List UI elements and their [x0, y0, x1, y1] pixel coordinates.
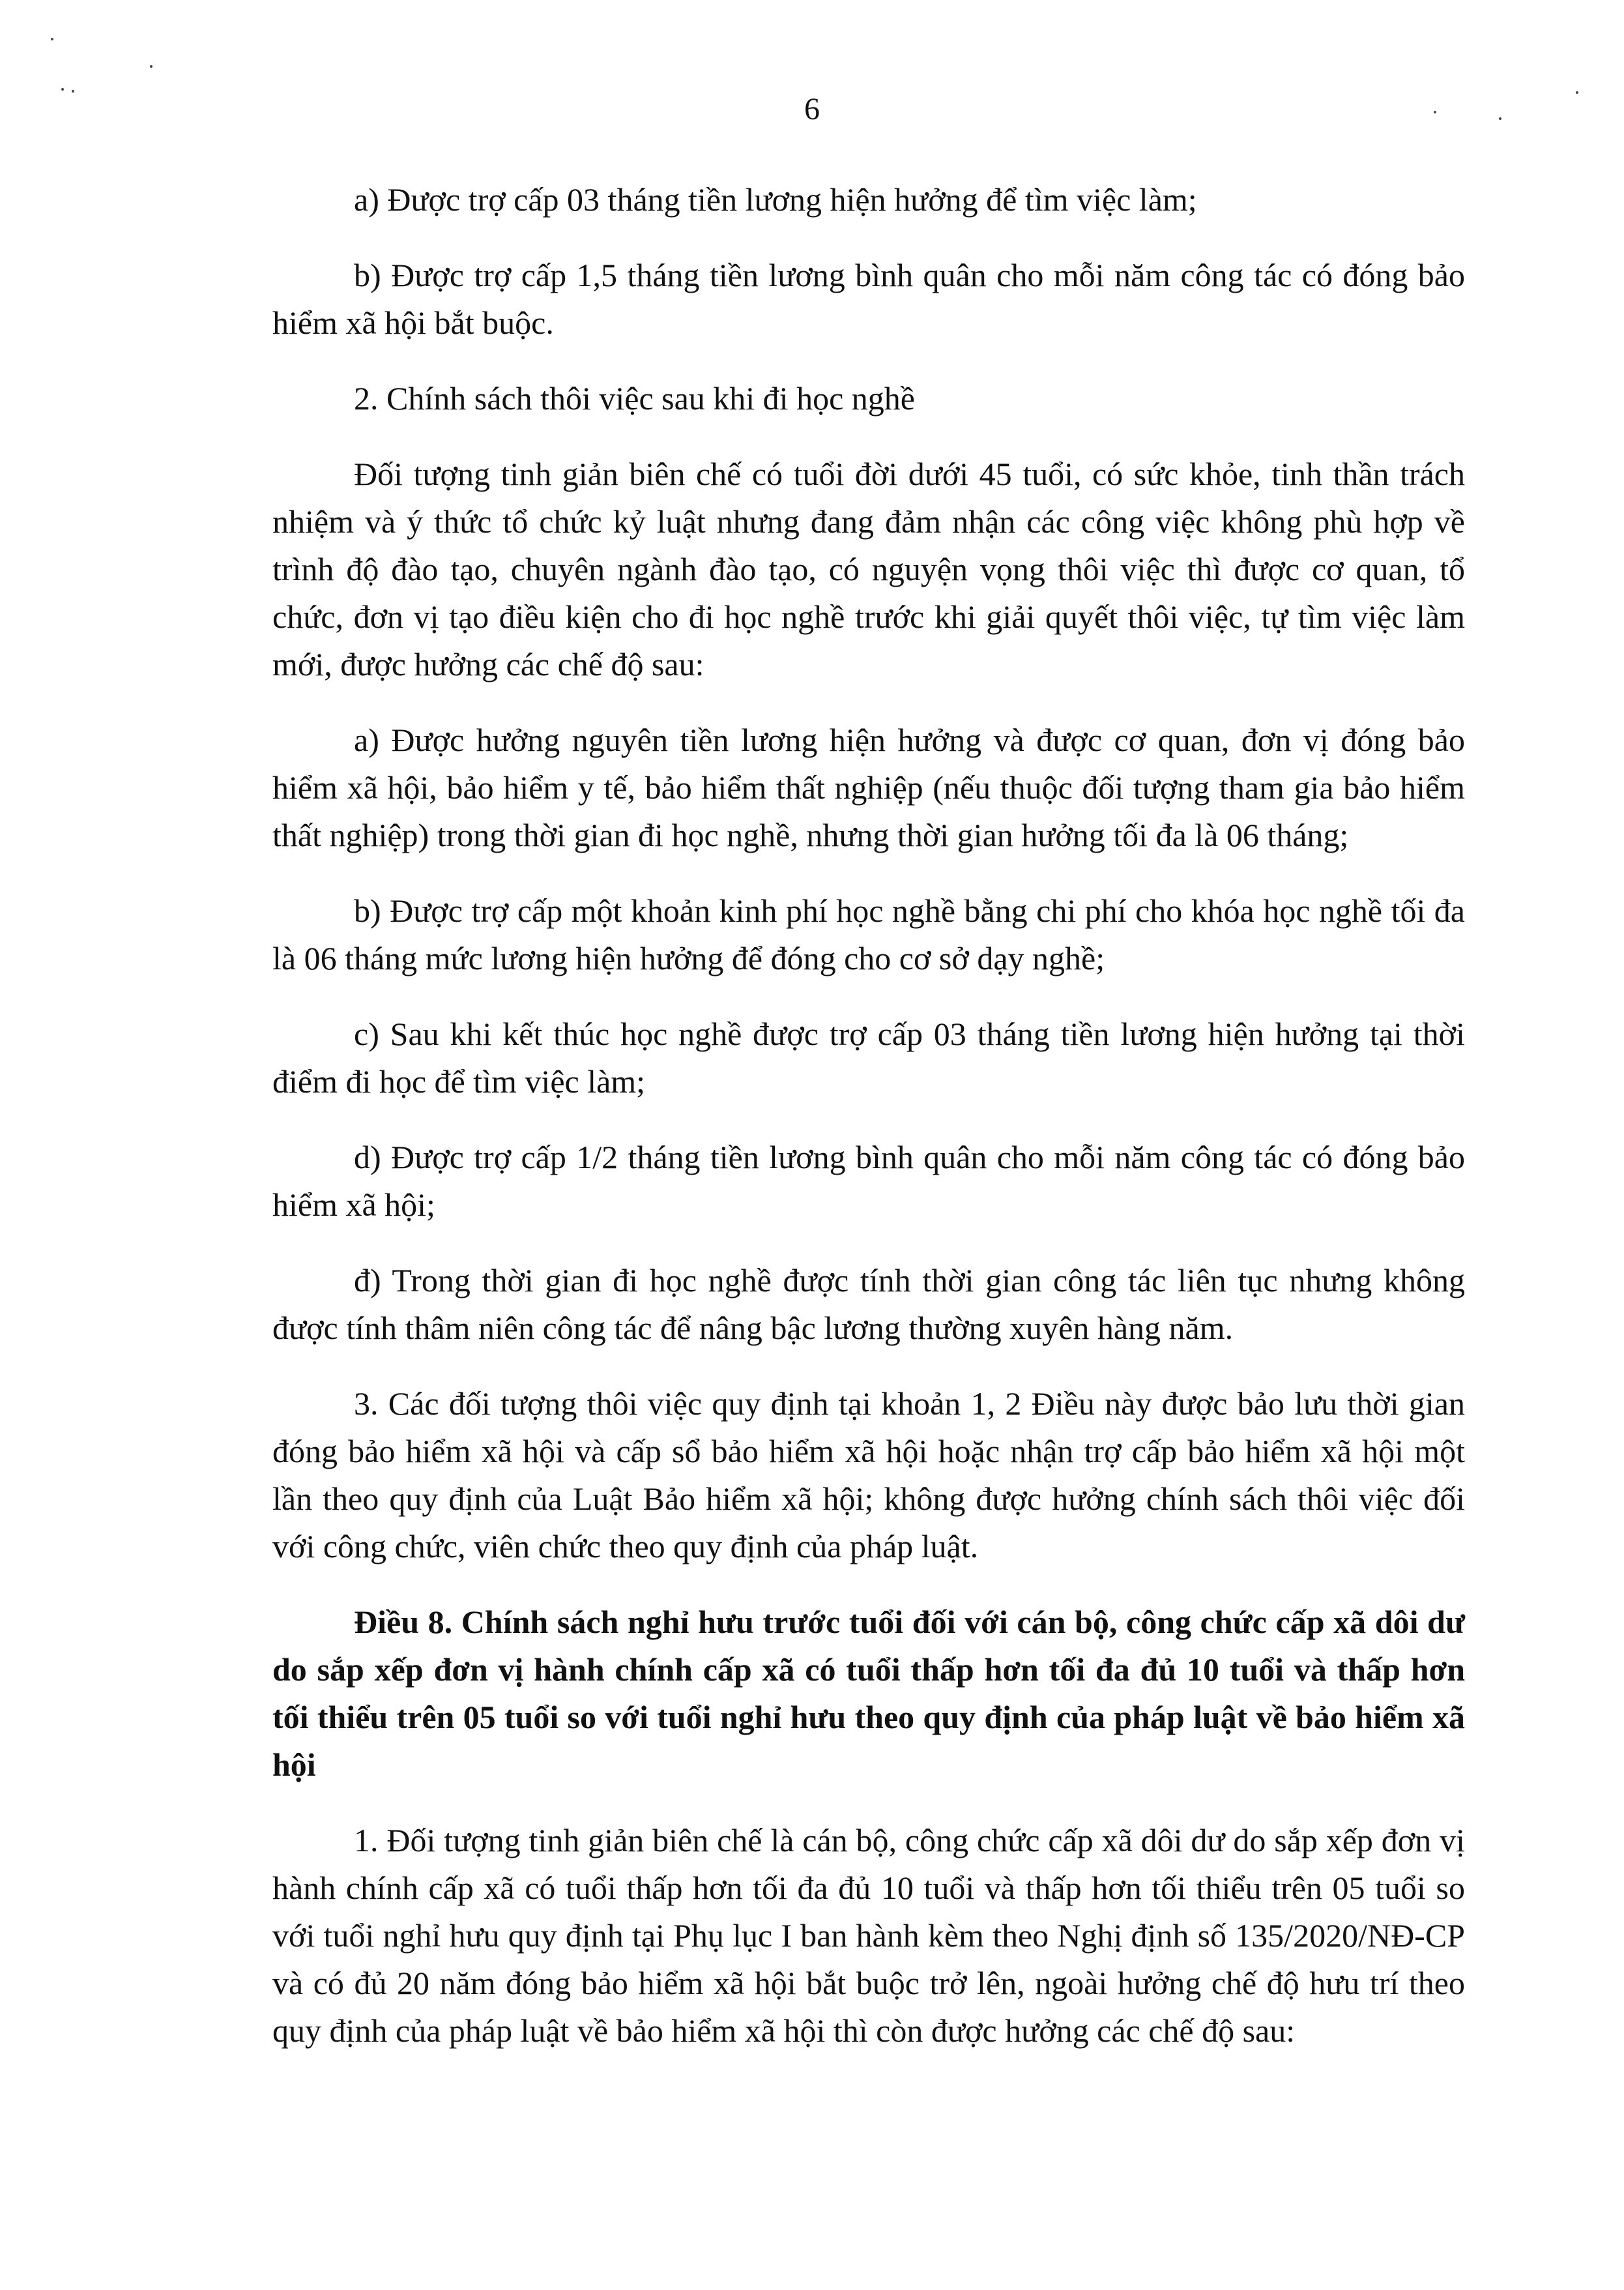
paragraph-a-salary-during-training: a) Được hưởng nguyên tiền lương hiện hưởng và được cơ quan, đơn vị đóng bảo hiểm xã hội, bảo hiểm y tế, bảo hiểm thất nghiệp (nếu thuộc đối tượng tham gia bảo hiểm thất nghiệp) trong thời gian đi học nghề, nhưng thời gian hưởng tối đa là 06 tháng;: [272, 722, 1465, 853]
document-body: [272, 176, 1465, 2083]
paragraph-d-service-allowance: d) Được trợ cấp 1/2 tháng tiền lương bình quân cho mỗi năm công tác có đóng bảo hiểm xã hội;: [272, 1139, 1465, 1223]
paragraph-eligibility: Đối tượng tinh giản biên chế có tuổi đời dưới 45 tuổi, có sức khỏe, tinh thần trách nhiệm và ý thức tổ chức kỷ luật nhưng đang đảm nhận các công việc không phù hợp về trình độ đào tạo, chuyên ngành đào tạo, có nguyện vọng thôi việc thì được cơ quan, tổ chức, đơn vị tạo điều kiện cho đi học nghề trước khi giải quyết thôi việc, tự tìm việc làm mới, được hưởng các chế độ sau:: [272, 456, 1465, 683]
paragraph-c-post-training-allowance: c) Sau khi kết thúc học nghề được trợ cấp 03 tháng tiền lương hiện hưởng tại thời điểm đi học để tìm việc làm;: [272, 1016, 1465, 1100]
paragraph-b-service-allowance: b) Được trợ cấp 1,5 tháng tiền lương bình quân cho mỗi năm công tác có đóng bảo hiểm xã hội bắt buộc.: [272, 257, 1465, 341]
paragraph-article-8-clause-1: 1. Đối tượng tinh giản biên chế là cán bộ, công chức cấp xã dôi dư do sắp xếp đơn vị hành chính cấp xã có tuổi thấp hơn tối đa đủ 10 tuổi và thấp hơn tối thiểu trên 05 tuổi so với tuổi nghỉ hưu quy định tại Phụ lục I ban hành kèm theo Nghị định số 135/2020/NĐ-CP và có đủ 20 năm đóng bảo hiểm xã hội bắt buộc trở lên, ngoài hưởng chế độ hưu trí theo quy định của pháp luật về bảo hiểm xã hội thì còn được hưởng các chế độ sau:: [272, 1822, 1465, 2049]
paragraph-3-insurance-reservation: 3. Các đối tượng thôi việc quy định tại khoản 1, 2 Điều này được bảo lưu thời gian đóng bảo hiểm xã hội và cấp sổ bảo hiểm xã hội hoặc nhận trợ cấp bảo hiểm xã hội một lần theo quy định của Luật Bảo hiểm xã hội; không được hưởng chính sách thôi việc đối với công chức, viên chức theo quy định của pháp luật.: [272, 1385, 1465, 1564]
scan-speck: [51, 38, 53, 40]
paragraph-a-job-search-allowance: a) Được trợ cấp 03 tháng tiền lương hiện hưởng để tìm việc làm;: [354, 181, 1197, 218]
article-8-heading: Điều 8. Chính sách nghỉ hưu trước tuổi đối với cán bộ, công chức cấp xã dôi dư do sắp xếp đơn vị hành chính cấp xã có tuổi thấp hơn tối đa đủ 10 tuổi và thấp hơn tối thiểu trên 05 tuổi so với tuổi nghỉ hưu theo quy định của pháp luật về bảo hiểm xã hội: [272, 1604, 1465, 1783]
paragraph-b-training-fee: b) Được trợ cấp một khoản kinh phí học nghề bằng chi phí cho khóa học nghề tối đa là 06 tháng mức lương hiện hưởng để đóng cho cơ sở dạy nghề;: [272, 892, 1465, 976]
page-number: 6: [804, 92, 820, 126]
section-heading-vocational-policy: 2. Chính sách thôi việc sau khi đi học nghề: [354, 380, 915, 417]
scan-speck: [150, 65, 152, 68]
paragraph-dd-continuous-service: đ) Trong thời gian đi học nghề được tính thời gian công tác liên tục nhưng không được tính thâm niên công tác để nâng bậc lương thường xuyên hàng năm.: [272, 1262, 1465, 1346]
